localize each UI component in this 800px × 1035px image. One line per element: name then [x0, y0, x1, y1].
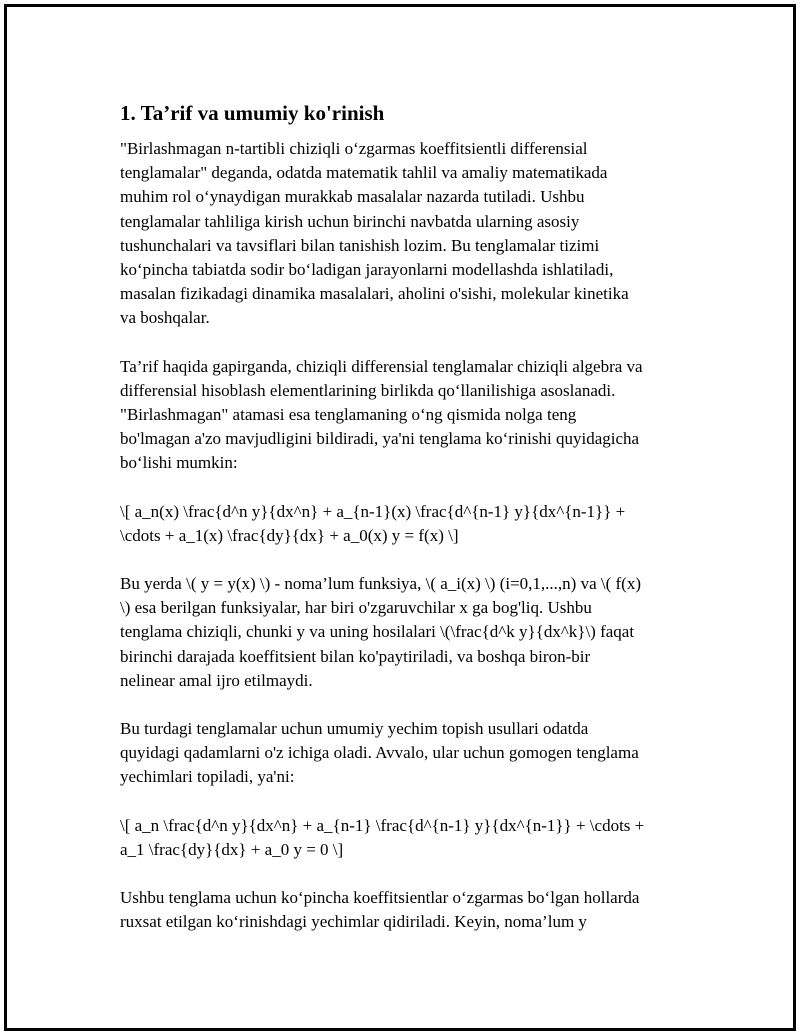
equation-nonhomogeneous: [120, 500, 695, 548]
text-line: Ushbu tenglama uchun ko‘pincha koeffitsientlar o‘zgarmas bo‘lgan hollarda: [120, 888, 640, 908]
paragraph-explanation: [120, 572, 695, 693]
text-line: masalan fizikadagi dinamika masalalari, aholini o'sishi, molekular kinetika: [120, 284, 629, 304]
text-line: yechimlari topiladi, ya'ni:: [120, 767, 295, 787]
paragraph-intro: [120, 137, 695, 331]
text-line: tenglamalar tahliliga kirish uchun birinchi navbatda ularning asosiy: [120, 211, 580, 231]
paragraph-definition: [120, 355, 695, 476]
equation-line: \[ a_n(x) \frac{d^n y}{dx^n} + a_{n-1}(x) \frac{d^{n-1} y}{dx^{n-1}} +: [120, 501, 626, 521]
paragraph-method: [120, 717, 695, 790]
equation-line: \cdots + a_1(x) \frac{dy}{dx} + a_0(x) y = f(x) \]: [120, 525, 459, 545]
text-line: bo‘lishi mumkin:: [120, 453, 238, 473]
text-line: ko‘pincha tabiatda sodir bo‘ladigan jarayonlarni modellashda ishlatiladi,: [120, 260, 614, 280]
text-line: Bu turdagi tenglamalar uchun umumiy yechim topish usullari odatda: [120, 719, 589, 739]
section-heading: 1. Ta’rif va umumiy ko'rinish: [120, 101, 385, 125]
text-line: tushunchalari va tavsiflari bilan tanishish lozim. Bu tenglamalar tizimi: [120, 235, 600, 255]
text-line: "Birlashmagan" atamasi esa tenglamaning o‘ng qismida nolga teng: [120, 405, 577, 425]
paragraph-solutions: [120, 886, 695, 934]
equation-line: a_1 \frac{dy}{dx} + a_0 y = 0 \]: [120, 839, 344, 859]
equation-line: \[ a_n \frac{d^n y}{dx^n} + a_{n-1} \frac{d^{n-1} y}{dx^{n-1}} + \cdots +: [120, 815, 645, 835]
text-line: quyidagi qadamlarni o'z ichiga oladi. Avvalo, ular uchun gomogen tenglama: [120, 743, 639, 763]
text-line: "Birlashmagan n-tartibli chiziqli o‘zgarmas koeffitsientli differensial: [120, 139, 588, 158]
text-line: birinchi darajada koeffitsient bilan ko'paytiriladi, va boshqa biron-bir: [120, 646, 591, 666]
text-line: ruxsat etilgan ko‘rinishdagi yechimlar qidiriladi. Keyin, noma’lum y: [120, 912, 587, 932]
text-line: va boshqalar.: [120, 308, 210, 328]
text-line: \) esa berilgan funksiyalar, har biri o'zgaruvchilar x ga bog'liq. Ushbu: [120, 598, 592, 618]
text-line: tenglamalar" deganda, odatda matematik tahlil va amaliy matematikada: [120, 163, 608, 183]
text-line: muhim rol o‘ynaydigan murakkab masalalar nazarda tutiladi. Ushbu: [120, 187, 585, 207]
text-line: differensial hisoblash elementlarining birlikda qo‘llanilishiga asoslanadi.: [120, 380, 616, 400]
text-line: Ta’rif haqida gapirganda, chiziqli differensial tenglamalar chiziqli algebra va: [120, 356, 643, 376]
equation-homogeneous: [120, 814, 695, 862]
page-frame: [4, 4, 796, 1031]
text-line: bo'lmagan a'zo mavjudligini bildiradi, ya'ni tenglama ko‘rinishi quyidagicha: [120, 429, 640, 449]
document-body: [120, 99, 695, 958]
text-line: nelinear amal ijro etilmaydi.: [120, 670, 313, 690]
text-line: Bu yerda \( y = y(x) \) - noma’lum funksiya, \( a_i(x) \) (i=0,1,...,n) va \( f(x): [120, 574, 642, 594]
text-line: tenglama chiziqli, chunki y va uning hosilalari \(\frac{d^k y}{dx^k}\) faqat: [120, 622, 635, 642]
